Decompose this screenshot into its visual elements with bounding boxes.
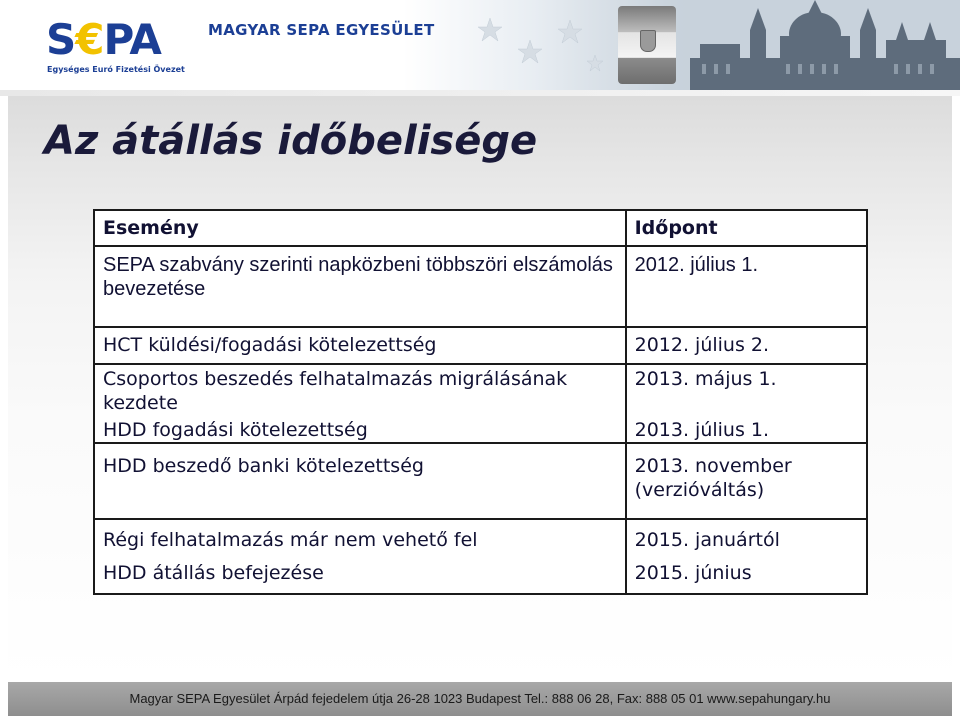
date-cell: 2015. januártól xyxy=(626,519,867,558)
organization-name: MAGYAR SEPA EGYESÜLET xyxy=(208,21,435,39)
schedule-table xyxy=(93,209,868,595)
date-cell: 2013. november (verzióváltás) xyxy=(626,443,867,519)
event-cell: Csoportos beszedés felhatalmazás migrálásának kezdete xyxy=(94,364,626,416)
hungarian-flag-icon xyxy=(618,6,676,84)
table-row xyxy=(94,364,867,416)
header-event: Esemény xyxy=(94,210,626,246)
event-cell: HCT küldési/fogadási kötelezettség xyxy=(94,327,626,364)
footer xyxy=(8,682,952,716)
date-cell: 2015. június xyxy=(626,558,867,594)
euro-icon: € xyxy=(75,15,104,64)
page-title: Az átállás időbelisége xyxy=(44,118,538,164)
table-row xyxy=(94,416,867,443)
timeline-table xyxy=(93,209,868,595)
event-cell: SEPA szabvány szerinti napközbeni többszöri elszámolás bevezetése xyxy=(94,246,626,327)
date-cell: 2013. július 1. xyxy=(626,416,867,443)
date-cell: 2012. július 1. xyxy=(626,246,867,327)
event-cell: Régi felhatalmazás már nem vehető fel xyxy=(94,519,626,558)
eu-stars-icon xyxy=(470,0,610,90)
table-row xyxy=(94,558,867,594)
table-row xyxy=(94,519,867,558)
logo-text-se: S xyxy=(46,15,76,64)
table-row xyxy=(94,246,867,327)
event-cell: HDD átállás befejezése xyxy=(94,558,626,594)
parliament-building-icon xyxy=(690,0,960,90)
table-row xyxy=(94,327,867,364)
event-cell: HDD fogadási kötelezettség xyxy=(94,416,626,443)
logo-subtitle: Egységes Euró Fizetési Övezet xyxy=(47,65,185,74)
header-banner xyxy=(0,0,960,90)
logo-text-pa: PA xyxy=(103,15,161,64)
sepa-logo xyxy=(46,16,161,64)
date-cell: 2013. május 1. xyxy=(626,364,867,416)
header-date: Időpont xyxy=(626,210,867,246)
event-cell: HDD beszedő banki kötelezettség xyxy=(94,443,626,519)
table-header-row xyxy=(94,210,867,246)
date-cell: 2012. július 2. xyxy=(626,327,867,364)
footer-contact: Magyar SEPA Egyesület Árpád fejedelem útja 26-28 1023 Budapest Tel.: 888 06 28, Fax: 888 05 01 www.sepahungary.hu xyxy=(129,691,831,706)
coat-of-arms-icon xyxy=(640,30,656,52)
table-row xyxy=(94,443,867,519)
